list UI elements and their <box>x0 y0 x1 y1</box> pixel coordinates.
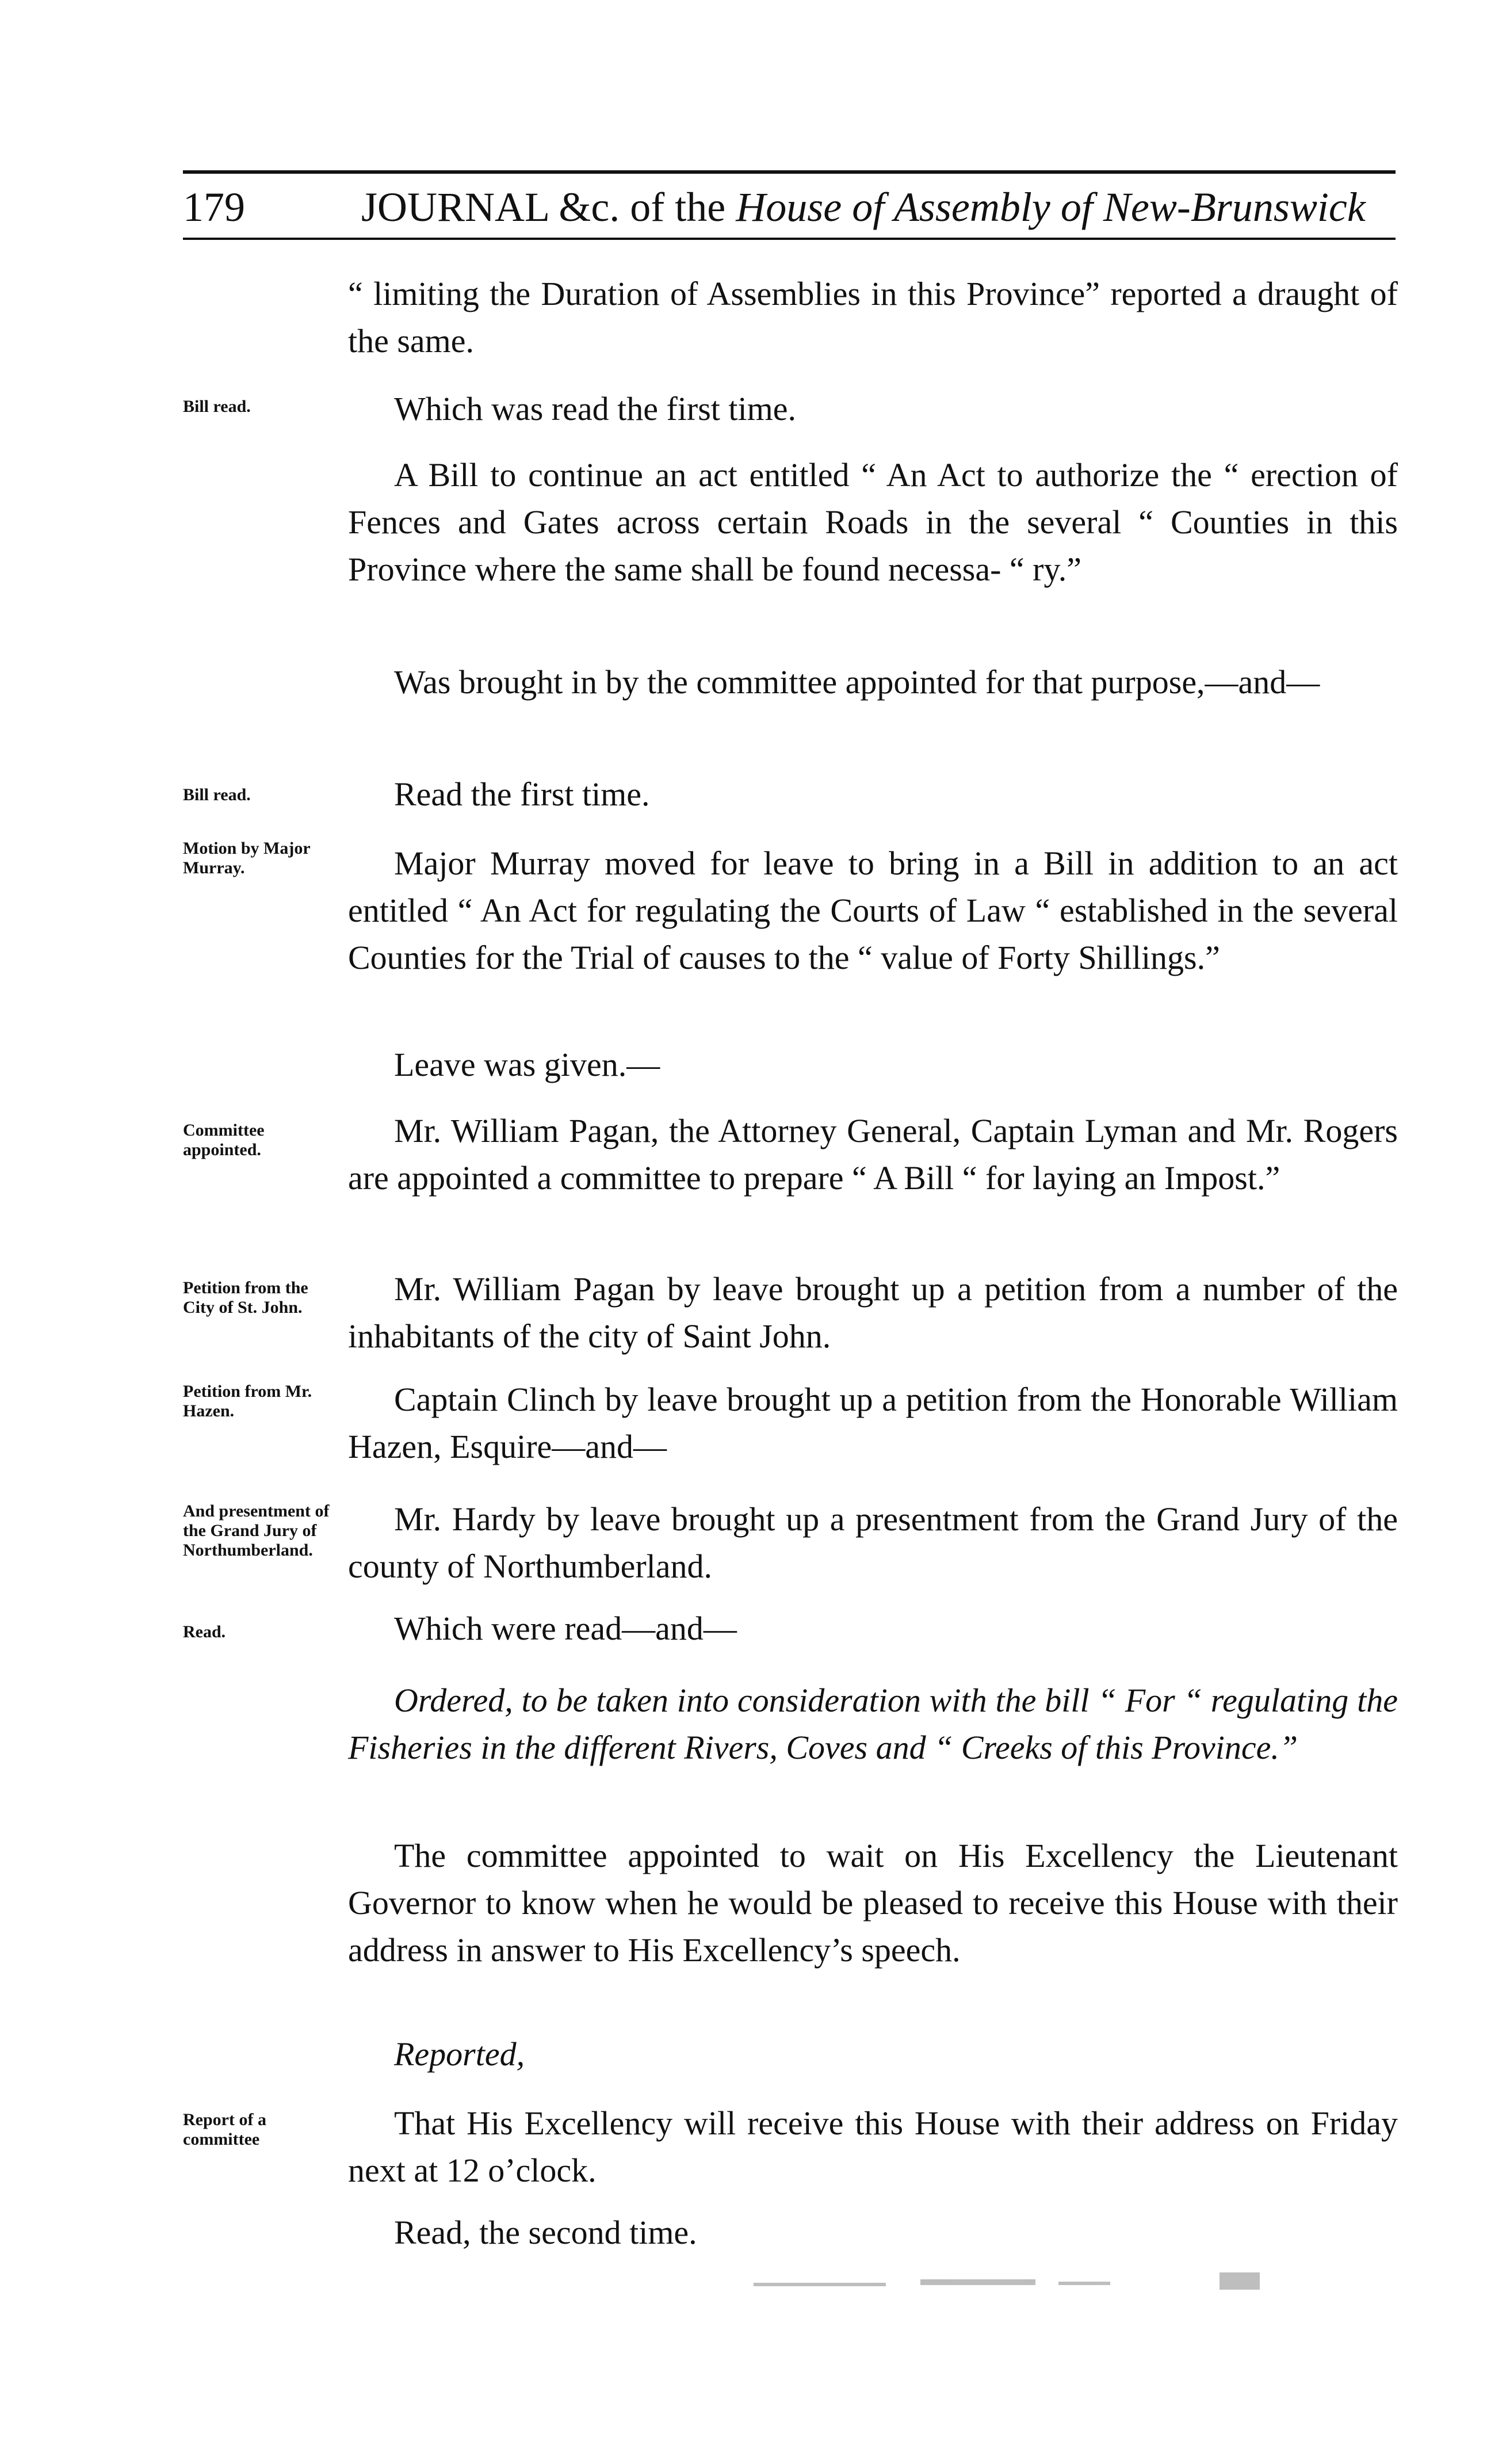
paragraph-13: Ordered, to be taken into consideration with the bill “ For “ regulating the Fisheries in the different Rivers, Coves and “ Creeks of this Province.” <box>348 1682 1398 1766</box>
margin-note-motion-murray: Motion by Major Murray. <box>183 839 311 877</box>
header-rule-bottom <box>183 238 1396 240</box>
paragraph-16: That His Excellency will receive this House with their address on Friday next at 12 o’clock. <box>348 2104 1398 2189</box>
paragraph-11: Mr. Hardy by leave brought up a presentment from the Grand Jury of the county of Northumberland. <box>348 1500 1398 1585</box>
margin-note-committee-appointed: Committee appointed. <box>183 1121 265 1159</box>
paragraph-15: Reported, <box>394 2035 525 2073</box>
margin-note-presentment: And presentment of the Grand Jury of Northumberland. <box>183 1502 330 1560</box>
margin-note-petition-saint-john: Petition from the City of St. John. <box>183 1278 308 1317</box>
running-title-prefix: JOURNAL &c. of the <box>361 184 736 230</box>
paragraph-14: The committee appointed to wait on His Excellency the Lieutenant Governor to know when he would be pleased to receive this House with their address in answer to His Excellency’s speech. <box>348 1837 1398 1969</box>
paragraph-6: Major Murray moved for leave to bring in a Bill in addition to an act entitled “ An Act for regulating the Courts of Law “ established in the several Counties for the Trial of causes to the “ value of Forty Shillings.” <box>348 845 1398 976</box>
paragraph-7: Leave was given.— <box>394 1046 660 1083</box>
paragraph-10: Captain Clinch by leave brought up a petition from the Honorable William Hazen, Esquire—and— <box>348 1381 1398 1465</box>
margin-note-read: Read. <box>183 1622 226 1641</box>
margin-note-bill-read-1: Bill read. <box>183 397 251 416</box>
running-title-italic: House of Assembly of New-Brunswick <box>736 184 1366 230</box>
paragraph-4: Was brought in by the committee appointed for that purpose,—and— <box>394 663 1320 701</box>
margin-note-report-committee: Report of a committee <box>183 2110 266 2149</box>
paragraph-5: Read the first time. <box>394 776 650 813</box>
paragraph-8: Mr. William Pagan, the Attorney General, Captain Lyman and Mr. Rogers are appointed a committee to prepare “ A Bill “ for laying an Impost.” <box>348 1112 1398 1197</box>
paragraph-3: A Bill to continue an act entitled “ An Act to authorize the “ erection of Fences and Gates across certain Roads in the several “ Counties in this Province where the same shall be found necessa- “ ry.” <box>348 456 1398 588</box>
paragraph-1: “ limiting the Duration of Assemblies in this Province” reported a draught of the same. <box>348 275 1398 360</box>
margin-note-bill-read-2: Bill read. <box>183 785 251 804</box>
paragraph-2: Which was read the first time. <box>394 390 796 427</box>
running-title <box>361 178 1366 236</box>
paragraph-9: Mr. William Pagan by leave brought up a petition from a number of the inhabitants of the city of Saint John. <box>348 1270 1398 1355</box>
bleed-through-smudge <box>748 2267 1323 2301</box>
paragraph-12: Which were read—and— <box>394 1610 737 1647</box>
page-header <box>183 178 1396 236</box>
paragraph-17: Read, the second time. <box>394 2214 697 2251</box>
header-rule-top <box>183 170 1396 174</box>
page-number: 179 <box>183 184 245 230</box>
margin-note-petition-hazen: Petition from Mr. Hazen. <box>183 1382 312 1420</box>
